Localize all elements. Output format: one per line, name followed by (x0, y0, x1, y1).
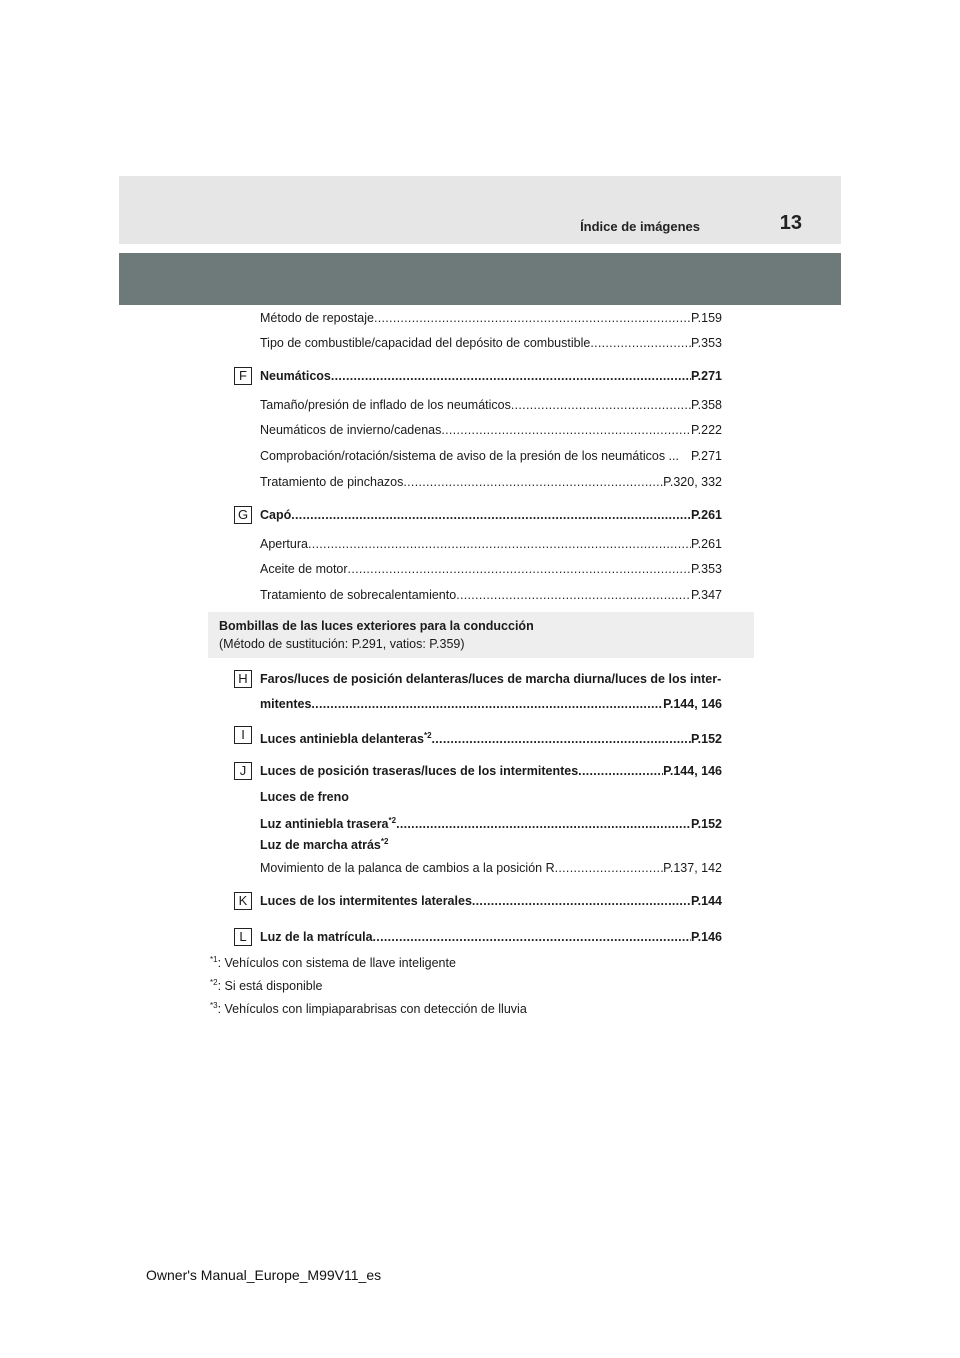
entry-title: Luces antiniebla delanteras (260, 732, 424, 747)
entry-heading-h: Faros/luces de posición delanteras/luces de marcha diurna/luces de los inter- (260, 672, 722, 686)
entry-heading-j (260, 764, 722, 779)
footnote-mark: *2 (210, 978, 218, 987)
marker-g: G (234, 506, 252, 524)
entry-row (260, 861, 722, 876)
entry-title: Luz de marcha atrás (260, 838, 381, 853)
entry-row (260, 449, 722, 464)
marker-j: J (234, 762, 252, 780)
entry-text: Tratamiento de pinchazos (260, 475, 404, 489)
entry-row (260, 588, 722, 603)
marker-i: I (234, 726, 252, 744)
entry-text: Movimiento de la palanca de cambios a la posición R (260, 861, 555, 875)
entry-heading-f (260, 369, 722, 384)
footnote (210, 978, 323, 993)
marker-h: H (234, 670, 252, 688)
footnote-mark: *2 (423, 731, 432, 740)
entry-heading-k (260, 894, 722, 909)
entry-text: Método de repostaje (260, 311, 374, 325)
entry-text: Tipo de combustible/capacidad del depósito de combustible (260, 336, 591, 350)
entry-text: Aceite de motor (260, 562, 348, 576)
entry-reverse-light (260, 837, 388, 852)
page-ref: P.261 (690, 537, 722, 551)
entry-title: Luces de los intermitentes laterales (260, 894, 472, 908)
page-ref: P.152 (690, 732, 722, 747)
page-ref: P.271 (690, 449, 722, 463)
entry-title: mitentes (260, 697, 312, 711)
entry-row (260, 398, 722, 413)
page-ref: P.353 (690, 336, 722, 350)
entry-row (260, 423, 722, 438)
section-title: Índice de imágenes (580, 219, 700, 234)
footnote-mark: *1 (210, 955, 218, 964)
marker-l: L (234, 928, 252, 946)
entry-text: Neumáticos de invierno/cadenas (260, 423, 442, 437)
footnote-mark: *2 (380, 837, 389, 846)
page-ref: P.271 (690, 369, 722, 383)
page-ref: P.261 (690, 508, 722, 522)
footnote-mark: *2 (388, 816, 397, 825)
entry-title: Luz de la matrícula (260, 930, 373, 944)
entry-brake-lights: Luces de freno (260, 790, 349, 804)
note-box (208, 612, 754, 658)
page-ref: P.320, 332 (663, 475, 722, 489)
entry-text: Comprobación/rotación/sistema de aviso de la presión de los neumáticos ... (260, 449, 679, 463)
page-ref: P.137, 142 (663, 861, 722, 875)
marker-f: F (234, 367, 252, 385)
entry-row (260, 475, 722, 490)
page-ref: P.222 (690, 423, 722, 437)
footnote (210, 955, 456, 970)
entry-title: Neumáticos (260, 369, 331, 383)
entry-heading-l (260, 930, 722, 945)
entry-title: Capó (260, 508, 292, 522)
footnote (210, 1001, 527, 1016)
footnote-mark: *3 (210, 1001, 218, 1010)
entry-heading-h-cont (260, 697, 722, 712)
entry-row (260, 311, 722, 326)
page-ref: P.144 (690, 894, 722, 908)
entry-heading-g (260, 508, 722, 523)
entry-heading-i (260, 728, 722, 747)
page-number: 13 (779, 212, 802, 234)
entry-text: Tratamiento de sobrecalentamiento (260, 588, 457, 602)
entry-text: Apertura (260, 537, 308, 551)
entry-row (260, 537, 722, 552)
page-ref: P.159 (690, 311, 722, 325)
footnote-text: : Vehículos con limpiaparabrisas con detección de lluvia (217, 1002, 527, 1017)
page-ref: P.152 (690, 817, 722, 832)
note-subtitle: (Método de sustitución: P.291, vatios: P.359) (219, 637, 465, 651)
page-ref: P.146 (690, 930, 722, 944)
entry-rear-fog (260, 813, 722, 832)
entry-title: Luces de posición traseras/luces de los intermitentes (260, 764, 579, 778)
note-title: Bombillas de las luces exteriores para la conducción (219, 619, 534, 633)
footnote-text: : Si está disponible (217, 979, 323, 994)
header-dark-bar (119, 253, 841, 305)
marker-k: K (234, 892, 252, 910)
page-ref: P.144, 146 (663, 697, 722, 711)
page-ref: P.347 (690, 588, 722, 602)
page-ref: P.358 (690, 398, 722, 412)
footnote-text: : Vehículos con sistema de llave inteligente (217, 956, 456, 971)
entry-row (260, 562, 722, 577)
page-ref: P.353 (690, 562, 722, 576)
entry-text: Tamaño/presión de inflado de los neumáticos (260, 398, 511, 412)
page-ref: P.144, 146 (663, 764, 722, 778)
entry-row (260, 336, 722, 351)
document-footer: Owner's Manual_Europe_M99V11_es (146, 1267, 382, 1283)
entry-title: Luz antiniebla trasera (260, 817, 389, 832)
